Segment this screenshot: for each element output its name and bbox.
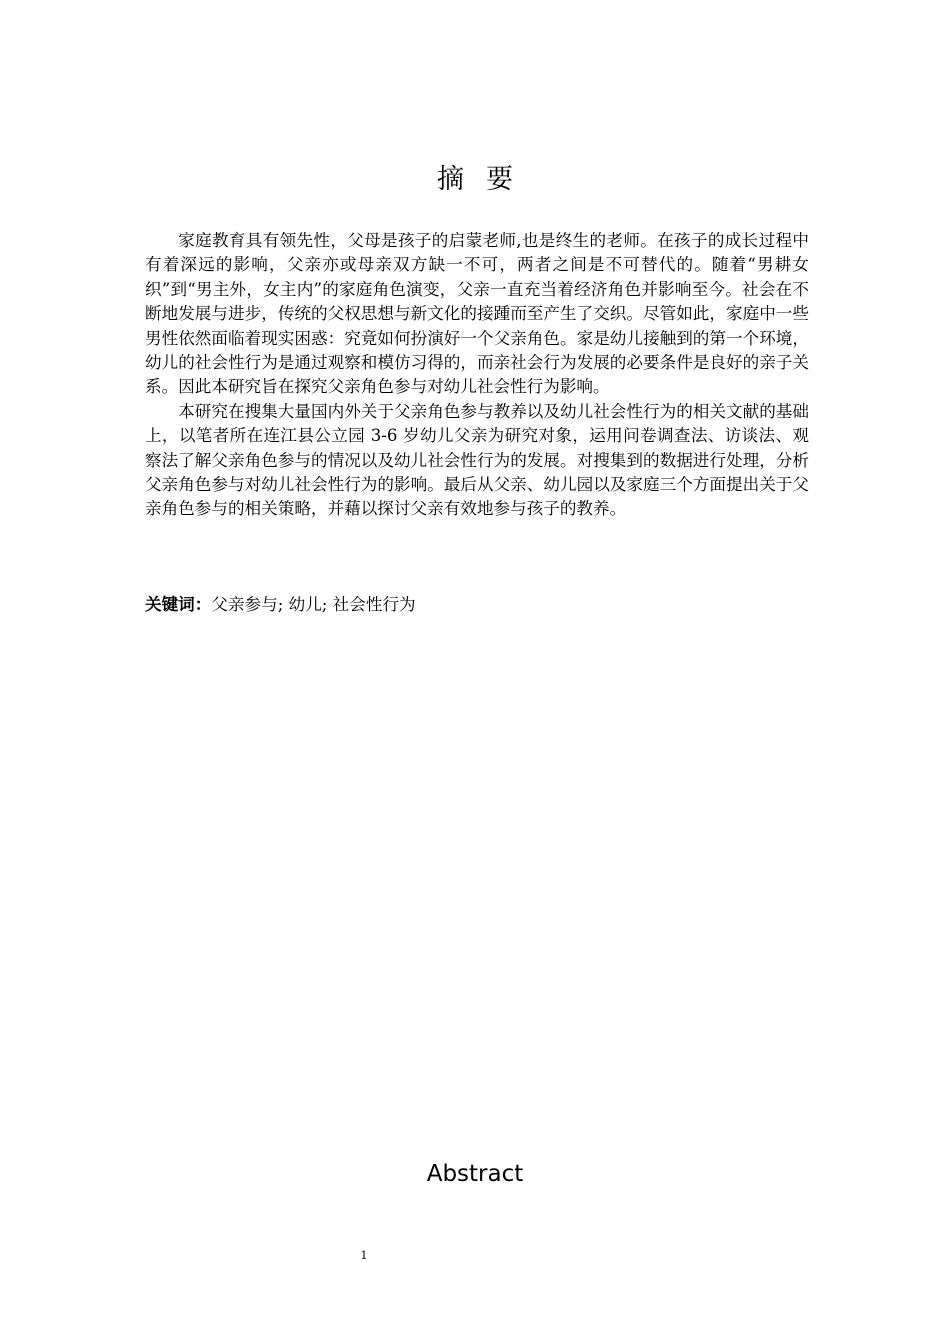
- page-number: 1: [360, 1249, 368, 1262]
- keywords-value: 父亲参与; 幼儿; 社会性行为: [211, 595, 416, 614]
- abstract-body-cn: [145, 229, 809, 522]
- keywords-label: 关键词：: [145, 595, 212, 614]
- abstract-paragraph-2: 本研究在搜集大量国内外关于父亲角色参与教养以及幼儿社会性行为的相关文献的基础上，以笔者所在连江县公立园 3-6 岁幼儿父亲为研究对象，运用问卷调查法、访谈法、观察法了解父亲角色参与的情况以及幼儿社会性行为的发展。对搜集到的数据进行处理，分析父亲角色参与对幼儿社会性行为的影响。最后从父亲、幼儿园以及家庭三个方面提出关于父亲角色参与的相关策略，并藉以探讨父亲有效地参与孩子的教养。: [145, 401, 809, 519]
- abstract-title-en: Abstract: [426, 1161, 524, 1187]
- keywords-line: [145, 593, 809, 617]
- abstract-title-cn: 摘要: [437, 164, 535, 195]
- abstract-paragraph-1: 家庭教育具有领先性，父母是孩子的启蒙老师,也是终生的老师。在孩子的成长过程中有着深远的影响，父亲亦或母亲双方缺一不可，两者之间是不可替代的。随着“男耕女织”到“男主外，女主内”的家庭角色演变，父亲一直充当着经济角色并影响至今。社会在不断地发展与进步，传统的父权思想与新文化的接踵而至产生了交织。尽管如此，家庭中一些男性依然面临着现实困惑：究竟如何扮演好一个父亲角色。家是幼儿接触到的第一个环境，幼儿的社会性行为是通过观察和模仿习得的，而亲社会行为发展的必要条件是良好的亲子关系。因此本研究旨在探究父亲角色参与对幼儿社会性行为影响。: [145, 231, 809, 397]
